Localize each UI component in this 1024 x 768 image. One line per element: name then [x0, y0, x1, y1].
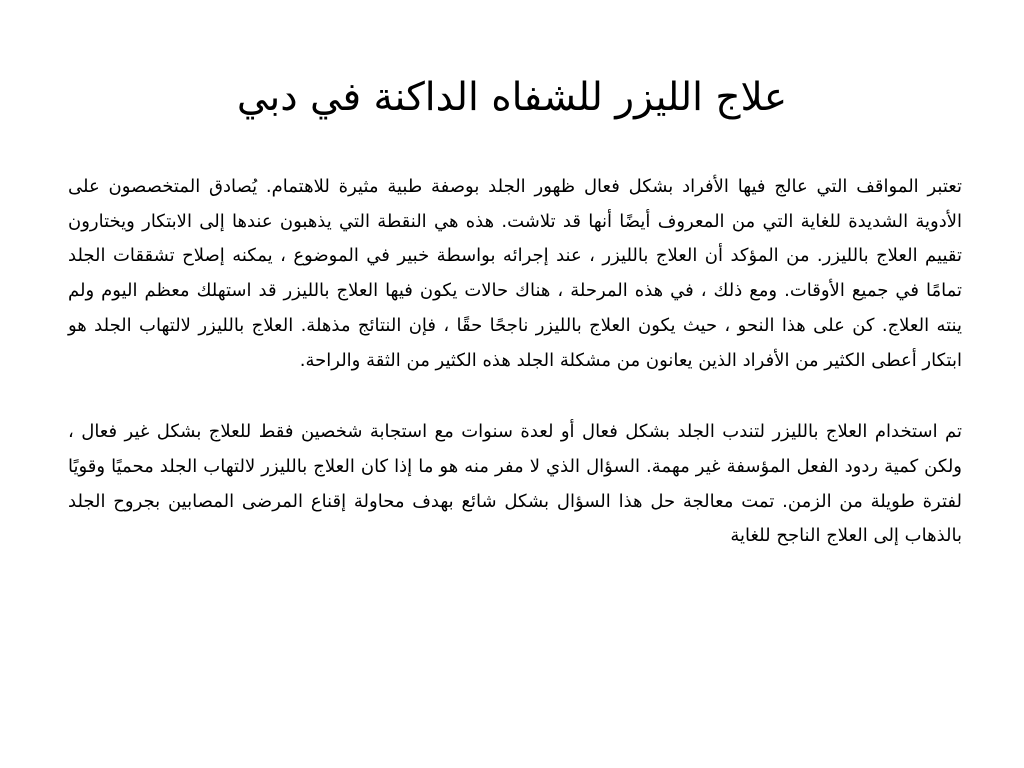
body-paragraph-1: تعتبر المواقف التي عالج فيها الأفراد بشكل فعال ظهور الجلد بوصفة طبية مثيرة للاهتمام. يُصادق المتخصصون على الأدوية الشديدة للغاية التي من المعروف أيضًا أنها قد تلاشت. هذه هي النقطة التي يذهبون عندها إلى الابتكار ويختارون تقييم العلاج بالليزر. من المؤكد أن العلاج بالليزر ، عند إجرائه بواسطة خبير في الموضوع ، يمكنه إصلاح تشققات الجلد تمامًا في جميع الأوقات. ومع ذلك ، في هذه المرحلة ، هناك حالات يكون فيها العلاج بالليزر قد استهلك معظم اليوم ولم ينته العلاج. كن على هذا النحو ، حيث يكون العلاج بالليزر ناجحًا حقًا ، فإن النتائج مذهلة. العلاج بالليزر لالتهاب الجلد هو ابتكار أعطى الكثير من الأفراد الذين يعانون من مشكلة الجلد هذه الكثير من الثقة والراحة. [68, 176, 962, 371]
body-paragraph-2: تم استخدام العلاج بالليزر لتندب الجلد بشكل فعال أو لعدة سنوات مع استجابة شخصين فقط للعلاج بشكل غير فعال ، ولكن كمية ردود الفعل المؤسفة غير مهمة. السؤال الذي لا مفر منه هو ما إذا كان العلاج بالليزر لالتهاب الجلد محميًا وقويًا لفترة طويلة من الزمن. تمت معالجة حل هذا السؤال بشكل شائع بهدف محاولة إقناع المرضى المصابين بجروح الجلد بالذهاب إلى العلاج الناجح للغاية [68, 421, 962, 547]
slide-body [68, 170, 962, 591]
slide-title: علاج الليزر للشفاه الداكنة في دبي [236, 75, 788, 120]
